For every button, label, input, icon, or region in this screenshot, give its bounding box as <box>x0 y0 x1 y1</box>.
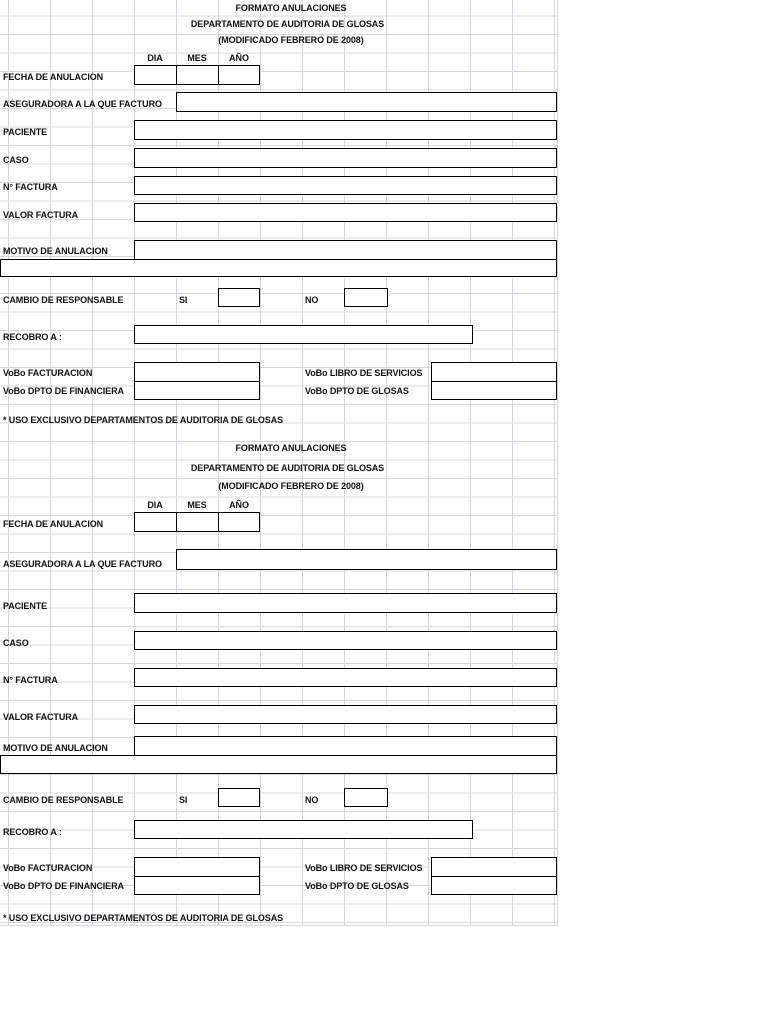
motivo-field[interactable] <box>134 736 557 756</box>
vobo-facturacion-label: VoBo FACTURACION <box>3 368 93 378</box>
footer-note: * USO EXCLUSIVO DEPARTAMENTOS DE AUDITORIA DE GLOSAS <box>3 913 283 923</box>
vobo-financiera-field[interactable] <box>134 381 260 400</box>
motivo-field[interactable] <box>134 240 557 260</box>
valor-field[interactable] <box>134 705 557 724</box>
anulacion-form-2 <box>0 440 557 923</box>
recobro-field[interactable] <box>134 325 473 344</box>
caso-field[interactable] <box>134 148 557 168</box>
modified-note: (MODIFICADO FEBRERO DE 2008) <box>218 481 364 491</box>
anulacion-form-1 <box>0 0 557 440</box>
valor-label: VALOR FACTURA <box>3 210 79 220</box>
caso-label: CASO <box>3 155 29 165</box>
caso-label: CASO <box>3 638 29 648</box>
factura-label: N° FACTURA <box>3 675 58 685</box>
vobo-financiera-label: VoBo DPTO DE FINANCIERA <box>3 881 124 891</box>
vobo-financiera-field[interactable] <box>134 876 260 895</box>
si-label: SI <box>179 795 188 805</box>
paciente-field[interactable] <box>134 593 557 613</box>
factura-field[interactable] <box>134 668 557 687</box>
department-title: DEPARTAMENTO DE AUDITORIA DE GLOSAS <box>190 19 385 29</box>
aseguradora-label: ASEGURADORA A LA QUE FACTURO <box>3 99 162 109</box>
paciente-field[interactable] <box>134 120 557 140</box>
recobro-field[interactable] <box>134 820 473 839</box>
valor-label: VALOR FACTURA <box>3 712 79 722</box>
vobo-libro-field[interactable] <box>431 857 557 877</box>
year-field[interactable] <box>218 65 260 85</box>
vobo-glosas-label: VoBo DPTO DE GLOSAS <box>305 881 409 891</box>
recobro-label: RECOBRO A : <box>3 332 62 342</box>
day-header: DIA <box>147 53 163 63</box>
si-label: SI <box>179 295 188 305</box>
day-field[interactable] <box>134 65 177 85</box>
motivo-label: MOTIVO DE ANULACION <box>3 246 108 256</box>
month-field[interactable] <box>176 65 219 85</box>
vobo-facturacion-label: VoBo FACTURACION <box>3 863 93 873</box>
motivo-label: MOTIVO DE ANULACION <box>3 743 108 753</box>
valor-field[interactable] <box>134 203 557 222</box>
factura-field[interactable] <box>134 176 557 195</box>
vobo-libro-label: VoBo LIBRO DE SERVICIOS <box>305 863 423 873</box>
vobo-libro-label: VoBo LIBRO DE SERVICIOS <box>305 368 423 378</box>
department-title: DEPARTAMENTO DE AUDITORIA DE GLOSAS <box>190 463 385 473</box>
vobo-glosas-field[interactable] <box>431 381 557 400</box>
vobo-libro-field[interactable] <box>431 362 557 382</box>
aseguradora-label: ASEGURADORA A LA QUE FACTURO <box>3 559 162 569</box>
recobro-label: RECOBRO A : <box>3 827 62 837</box>
fecha-label: FECHA DE ANULACION <box>3 519 104 529</box>
motivo-extra-line[interactable] <box>0 755 557 774</box>
si-checkbox[interactable] <box>218 288 260 307</box>
vobo-facturacion-field[interactable] <box>134 362 260 382</box>
si-checkbox[interactable] <box>218 788 260 807</box>
paciente-label: PACIENTE <box>3 601 48 611</box>
year-header: AÑO <box>229 500 249 510</box>
paciente-label: PACIENTE <box>3 127 48 137</box>
no-checkbox[interactable] <box>344 288 388 307</box>
month-field[interactable] <box>176 512 219 532</box>
caso-field[interactable] <box>134 631 557 650</box>
vobo-facturacion-field[interactable] <box>134 857 260 877</box>
cambio-label: CAMBIO DE RESPONSABLE <box>3 795 124 805</box>
month-header: MES <box>187 500 207 510</box>
form-title: FORMATO ANULACIONES <box>235 3 347 13</box>
modified-note: (MODIFICADO FEBRERO DE 2008) <box>218 35 364 45</box>
aseguradora-field[interactable] <box>176 549 557 570</box>
year-field[interactable] <box>218 512 260 532</box>
cambio-label: CAMBIO DE RESPONSABLE <box>3 295 124 305</box>
aseguradora-field[interactable] <box>176 92 557 112</box>
vobo-glosas-label: VoBo DPTO DE GLOSAS <box>305 386 409 396</box>
day-header: DIA <box>147 500 163 510</box>
factura-label: N° FACTURA <box>3 182 58 192</box>
month-header: MES <box>187 53 207 63</box>
vobo-financiera-label: VoBo DPTO DE FINANCIERA <box>3 386 124 396</box>
fecha-label: FECHA DE ANULACION <box>3 72 104 82</box>
vobo-glosas-field[interactable] <box>431 876 557 895</box>
day-field[interactable] <box>134 512 177 532</box>
no-label: NO <box>305 295 319 305</box>
motivo-extra-line[interactable] <box>0 259 557 277</box>
footer-note: * USO EXCLUSIVO DEPARTAMENTOS DE AUDITORIA DE GLOSAS <box>3 415 283 425</box>
form-title: FORMATO ANULACIONES <box>235 443 347 453</box>
no-label: NO <box>305 795 319 805</box>
year-header: AÑO <box>229 53 249 63</box>
no-checkbox[interactable] <box>344 788 388 807</box>
